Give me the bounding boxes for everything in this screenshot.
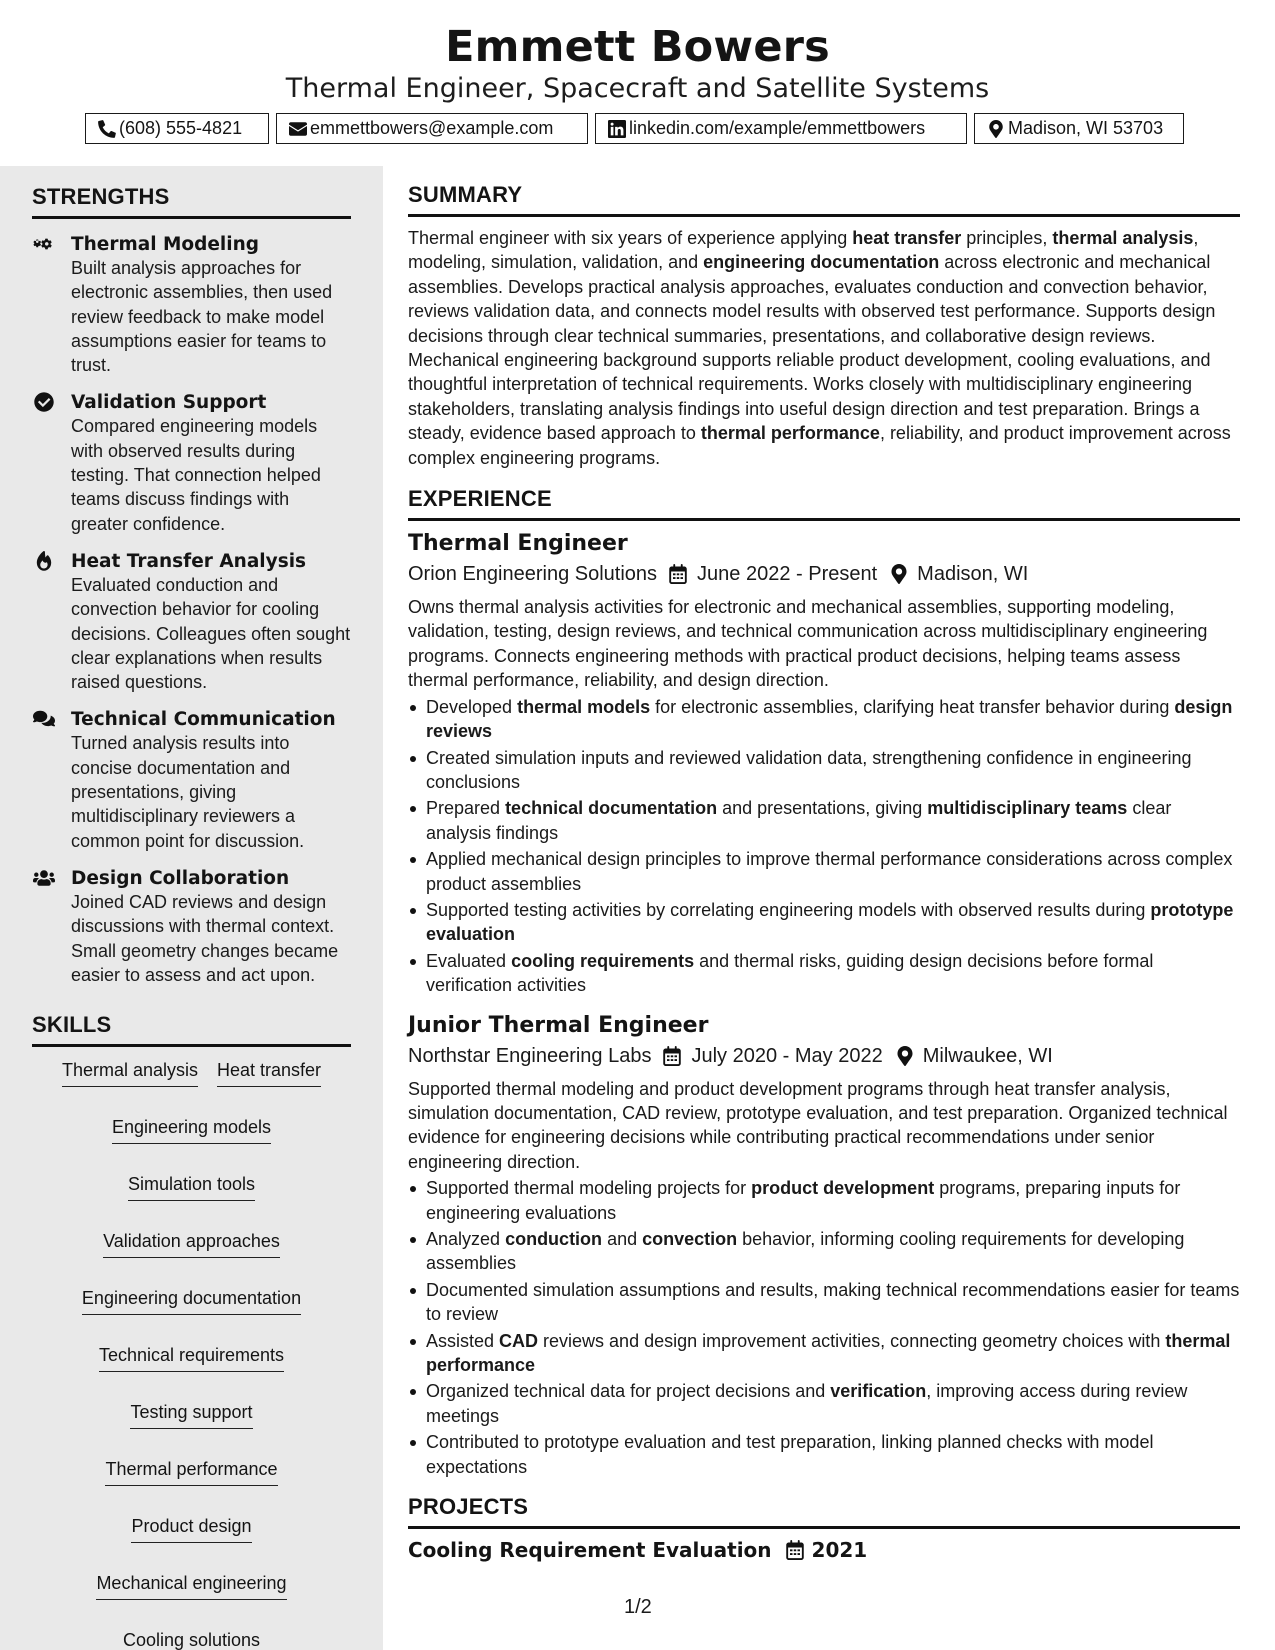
bullet-item (408, 847, 1240, 896)
strength-item (32, 708, 351, 852)
project-year: 2021 (811, 1538, 868, 1563)
skill-tag: Heat transfer (217, 1058, 321, 1087)
text-run: behavior, informing cooling requirements for developing assemblies (426, 1229, 1185, 1274)
text-run: Supported testing activities by correlating engineering models with observed results during (426, 899, 1151, 920)
strength-text: Joined CAD reviews and design discussions with thermal context. Small geometry changes became easier to assess and act upon. (71, 891, 339, 985)
text-run: Contributed to prototype evaluation and test preparation, linking planned checks with model expectations (426, 1432, 1154, 1477)
gears-icon (32, 234, 56, 254)
bold-term: design reviews (426, 696, 1233, 742)
calendar-icon (786, 1540, 804, 1560)
job-dates: July 2020 - May 2022 (691, 1044, 883, 1067)
text-run: , modeling, simulation, validation, and (408, 228, 1199, 273)
summary-heading: SUMMARY (408, 182, 1240, 217)
bullet-item (408, 796, 1240, 845)
contact-linkedin[interactable] (595, 113, 967, 144)
contact-email[interactable] (276, 113, 588, 144)
linkedin-text: linkedin.com/example/emmettbowers (629, 118, 926, 138)
strength-item (32, 867, 351, 987)
skill-tag: Technical requirements (99, 1343, 284, 1372)
skill-tag: Thermal analysis (62, 1058, 198, 1087)
bullet-item (408, 1329, 1240, 1378)
text-run: Developed (426, 696, 518, 717)
job-meta (408, 559, 1240, 589)
text-run: Documented simulation assumptions and results, making technical recommendations easier for teams to review (426, 1279, 1240, 1325)
text-run: reviews and design improvement activities, connecting geometry choices with (538, 1330, 1166, 1351)
strength-title: Thermal Modeling (71, 234, 260, 255)
skill-tag: Engineering models (112, 1115, 271, 1144)
text-run: Assisted (426, 1330, 500, 1351)
text-run: Analyzed (426, 1229, 506, 1249)
text-run: Evaluated (426, 950, 512, 971)
check-circle-icon (32, 392, 56, 412)
text-run: clear analysis findings (426, 798, 1172, 843)
text-run: Organized technical data for project decisions and (426, 1381, 831, 1402)
bold-term: verification (830, 1381, 927, 1402)
skill-tag: Product design (131, 1514, 251, 1543)
text-run: Created simulation inputs and reviewed validation data, strengthening confidence in engineering conclusions (426, 747, 1192, 792)
skill-tag: Validation approaches (103, 1229, 280, 1258)
job-description: Owns thermal analysis activities for electronic and mechanical assemblies, supporting modeling, validation, testing, design reviews, and technical communication across multidisciplinary engineering programs. Connects engineering methods with practical product decisions, helping teams assess thermal performance, reliability, and design direction. (408, 597, 1208, 691)
bold-term: multidisciplinary teams (927, 798, 1128, 819)
text-run: , reliability, and product improvement across complex engineering programs. (408, 423, 1231, 468)
bold-term: technical documentation (505, 798, 718, 819)
bold-term: thermal performance (426, 1330, 1231, 1376)
strength-text: Evaluated conduction and convection behavior for cooling decisions. Colleagues often sought clear explanations when results raised questions. (71, 574, 351, 693)
bold-term: product development (751, 1178, 935, 1199)
text-run: , improving access during review meetings (426, 1381, 1188, 1426)
sidebar (0, 166, 383, 1650)
strengths-heading: STRENGTHS (32, 184, 351, 219)
bold-term: convection (642, 1229, 738, 1249)
skills-list (32, 1058, 351, 1650)
job-role: Junior Thermal Engineer (408, 1012, 709, 1038)
job-location: Madison, WI (917, 563, 1029, 586)
main-content (408, 182, 1240, 1562)
job-description: Supported thermal modeling and product development programs through heat transfer analysis, simulation documentation, CAD review, prototype evaluation, and test preparation. Organized technical evidence for engineering decisions while contributing practical recommendations under senior engineering direction. (408, 1078, 1228, 1172)
bold-term: cooling requirements (511, 950, 695, 971)
text-run: programs, preparing inputs for engineering evaluations (426, 1178, 1181, 1223)
contact-phone[interactable] (85, 113, 269, 144)
strength-item (32, 550, 351, 694)
text-run: across electronic and mechanical assemblies. Develops practical analysis approaches, evaluates conduction and convection behavior, reviews validation data, and connects model results with observed test performance. Supports design decisions through clear technical summaries, presentations, and collaborative design reviews. Mechanical engineering background supports reliable product development, cooling evaluations, and thoughtful interpretation of technical requirements. Works closely with multidisciplinary engineering stakeholders, translating analysis findings into useful design direction and test preparation. Brings a steady, evidence based approach to (408, 252, 1216, 444)
map-pin-icon (987, 120, 1005, 138)
strength-text: Built analysis approaches for electronic assemblies, then used review feedback to make model assumptions easier for teams to trust. (71, 258, 333, 376)
bullet-item (408, 949, 1240, 998)
bullet-item (408, 898, 1240, 947)
text-run: and thermal risks, guiding design decisions before formal verification activities (426, 950, 1154, 996)
calendar-icon (669, 564, 687, 584)
skill-tag: Thermal performance (105, 1457, 277, 1486)
text-run: Prepared (426, 798, 506, 819)
comments-icon (32, 709, 56, 729)
text-run: and presentations, giving (717, 798, 928, 819)
skill-tag: Cooling solutions (123, 1628, 260, 1650)
job-company: Northstar Engineering Labs (408, 1044, 652, 1067)
skill-tag: Engineering documentation (82, 1286, 301, 1315)
strength-text: Compared engineering models with observed results during testing. That connection helped teams discuss findings with greater confidence. (71, 416, 321, 534)
text-run: Applied mechanical design principles to improve thermal performance considerations across complex product assemblies (426, 849, 1233, 894)
bold-term: thermal performance (700, 423, 880, 444)
text-run: principles, (961, 228, 1053, 248)
resume-header (0, 0, 1275, 166)
map-pin-icon (891, 564, 907, 584)
bullet-item (408, 1430, 1240, 1479)
candidate-name: Emmett Bowers (445, 22, 830, 72)
summary-text (408, 226, 1240, 470)
skill-tag: Testing support (130, 1400, 252, 1429)
project-entry (408, 1538, 1240, 1562)
bold-term: heat transfer (852, 228, 962, 248)
bullet-item (408, 1278, 1240, 1327)
bullet-item (408, 695, 1240, 744)
strength-title: Design Collaboration (71, 867, 290, 889)
skill-tag: Mechanical engineering (96, 1571, 286, 1600)
skill-tag: Simulation tools (128, 1172, 255, 1201)
projects-heading: PROJECTS (408, 1494, 1240, 1529)
job-dates: June 2022 - Present (697, 563, 878, 586)
bullet-item (408, 1379, 1240, 1428)
bold-term: CAD (499, 1330, 539, 1351)
bold-term: conduction (505, 1229, 603, 1249)
text-run: for electronic assemblies, clarifying heat transfer behavior during (650, 696, 1175, 717)
linkedin-icon (608, 120, 626, 138)
job-bullets (408, 1176, 1240, 1479)
text-run: Thermal engineer with six years of experience applying (408, 228, 853, 248)
bold-term: prototype evaluation (426, 899, 1234, 945)
phone-text: (608) 555-4821 (119, 118, 243, 138)
project-name: Cooling Requirement Evaluation (408, 1538, 772, 1563)
job-bullets (408, 695, 1240, 998)
job-entry (408, 1012, 1240, 1480)
bold-term: engineering documentation (703, 252, 940, 273)
strength-text: Turned analysis results into concise documentation and presentations, giving multidisciplinary reviewers a common point for discussion. (71, 733, 305, 851)
bullet-item (408, 1176, 1240, 1225)
strength-title: Validation Support (71, 392, 267, 414)
bold-term: thermal models (517, 696, 651, 717)
strength-title: Technical Communication (71, 709, 336, 731)
calendar-icon (663, 1046, 681, 1066)
flame-icon (32, 551, 56, 571)
experience-heading: EXPERIENCE (408, 486, 1240, 521)
job-meta (408, 1041, 1240, 1071)
users-icon (32, 868, 56, 888)
text-run: and (602, 1229, 643, 1249)
contact-bar (85, 113, 1184, 144)
job-entry (408, 530, 1240, 998)
email-text: emmettbowers@example.com (310, 118, 554, 138)
bullet-item (408, 1227, 1240, 1276)
job-location: Milwaukee, WI (922, 1044, 1053, 1067)
contact-location (974, 113, 1184, 144)
phone-icon (98, 120, 116, 138)
bullet-item (408, 746, 1240, 795)
job-role: Thermal Engineer (408, 531, 628, 557)
map-pin-icon (897, 1046, 913, 1066)
skills-heading: SKILLS (32, 1012, 351, 1047)
text-run: Supported thermal modeling projects for (426, 1178, 752, 1199)
job-company: Orion Engineering Solutions (408, 563, 658, 586)
bold-term: thermal analysis (1052, 228, 1194, 248)
strength-title: Heat Transfer Analysis (71, 550, 307, 572)
strength-item (32, 233, 351, 377)
location-text: Madison, WI 53703 (1008, 118, 1164, 138)
strength-item (32, 391, 351, 535)
candidate-title: Thermal Engineer, Spacecraft and Satellite Systems (285, 73, 990, 104)
envelope-icon (289, 120, 307, 138)
page-number: 1/2 (624, 1596, 652, 1618)
